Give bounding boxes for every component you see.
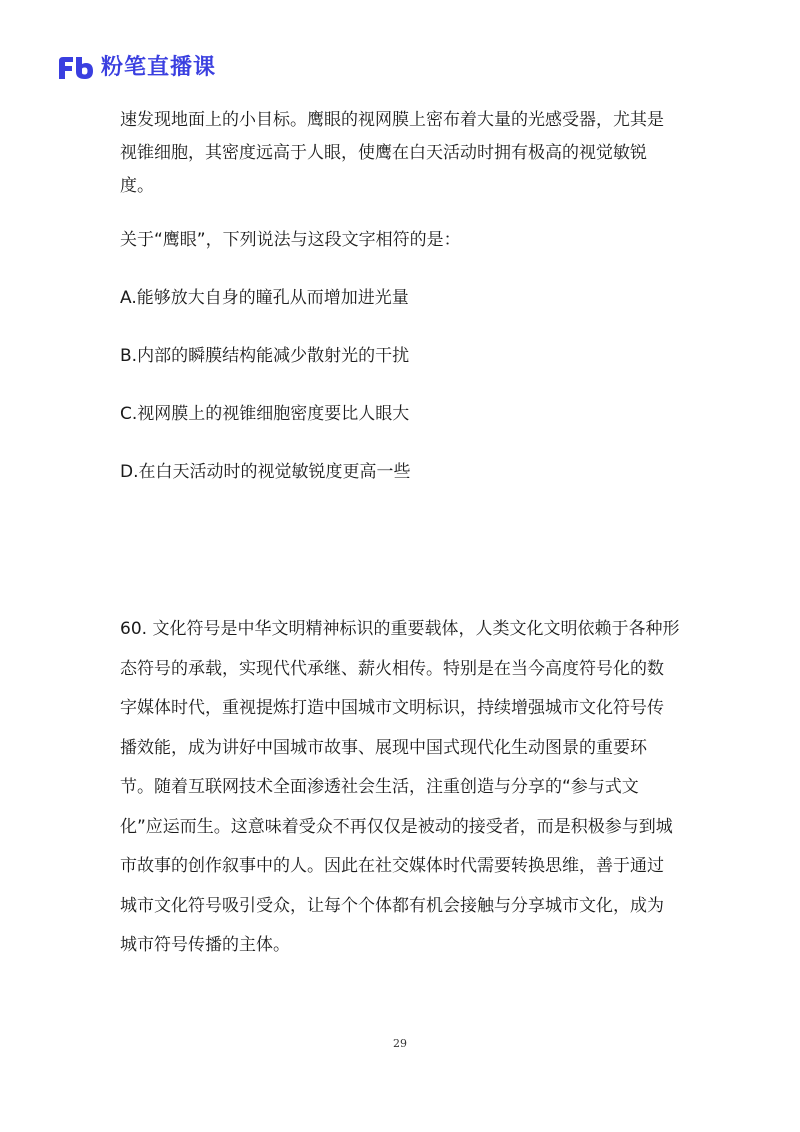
question-60-passage: 60. 文化符号是中华文明精神标识的重要载体，人类文化文明依赖于各种形态符号的承载，实现代代承继、薪火相传。特别是在当今高度符号化的数字媒体时代，重视提炼打造中国城市文明标识，持续增强城市文化符号传播效能，成为讲好中国城市故事、展现中国式现代化生动图景的重要环节。随着互联网技术全面渗透社会生活，注重创造与分享的“参与式文化”应运而生。这意味着受众不再仅仅是被动的接受者，而是积极参与到城市故事的创作叙事中的人。因此在社交媒体时代需要转换思维，善于通过城市文化符号吸引受众，让每个个体都有机会接触与分享城市文化，成为城市符号传播的主体。 bbox=[120, 619, 680, 955]
brand-name: 粉笔直播课 bbox=[101, 55, 217, 80]
option-b: B.内部的瞬膜结构能减少散射光的干扰 bbox=[120, 346, 410, 366]
header bbox=[57, 52, 216, 84]
option-d: D.在白天活动时的视觉敏锐度更高一些 bbox=[120, 462, 411, 482]
question-stem: 关于“鹰眼”，下列说法与这段文字相符的是： bbox=[120, 230, 461, 250]
page-number: 29 bbox=[393, 1037, 407, 1050]
options-list bbox=[120, 282, 680, 489]
fenbi-logo-icon bbox=[57, 55, 95, 81]
option-c: C.视网膜上的视锥细胞密度要比人眼大 bbox=[120, 404, 410, 424]
question-60 bbox=[120, 610, 680, 966]
passage-end: 速发现地面上的小目标。鹰眼的视网膜上密布着大量的光感受器，尤其是视锥细胞，其密度远高于人眼，使鹰在白天活动时拥有极高的视觉敏锐度。 bbox=[120, 110, 664, 196]
option-a: A.能够放大自身的瞳孔从而增加进光量 bbox=[120, 288, 409, 308]
passage-section bbox=[120, 104, 680, 514]
